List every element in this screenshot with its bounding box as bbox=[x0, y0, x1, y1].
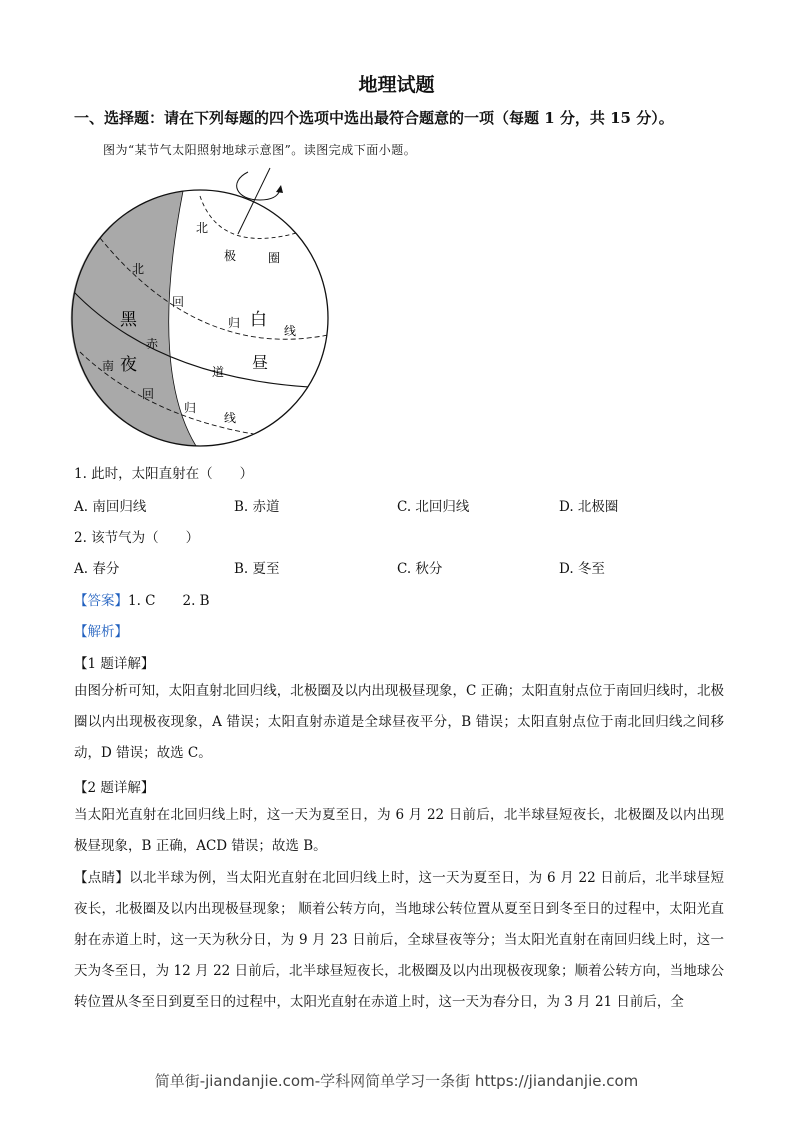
earth-illumination-diagram bbox=[60, 160, 360, 460]
answer-label: 【答案】 bbox=[74, 593, 128, 609]
label-light2: 昼 bbox=[252, 353, 269, 372]
label-south4: 线 bbox=[224, 411, 237, 425]
answer-text: 1. C 2. B bbox=[128, 593, 210, 609]
question-2: 2. 该节气为（ ） bbox=[74, 530, 200, 546]
label-north-tropic2: 回 bbox=[172, 295, 185, 309]
q2-option-b: B. 夏至 bbox=[234, 561, 280, 577]
q1-option-c: C. 北回归线 bbox=[397, 499, 470, 515]
q1-option-b: B. 赤道 bbox=[234, 499, 280, 515]
label-equator1: 赤 bbox=[146, 337, 159, 351]
detail2-label: 【2 题详解】 bbox=[74, 780, 155, 796]
footer-link[interactable]: 简单街-jiandanjie.com-学科网简单学习一条街 https://jiandanjie.com bbox=[154, 1072, 639, 1090]
tip-text: 以北半球为例，当太阳光直射在北回归线上时，这一天为夏至日，为 6 月 22 日前后，北半球昼短夜长，北极圈及以内出现极昼现象； 顺着公转方向，当地球公转位置从夏至日到冬至日的过程中，太阳光直射在赤道上时，这一天为秋分日，为 9 月 23 日前后，全球昼夜等分；当太阳光直射在南回归线上时，这一天为冬至日，为 12 月 22 日前后，北半球昼短夜长，北极圈及以内出现极夜现象；顺着公转方向，当地球公转位置从冬至日到夏至日的过程中，太阳光直射在赤道上时，这一天为春分日，为 3 月 21 日前后，全 bbox=[74, 870, 725, 1010]
label-dark2: 夜 bbox=[120, 355, 137, 375]
label-north-tropic3: 归 bbox=[228, 316, 241, 330]
question-1: 1. 此时，太阳直射在（ ） bbox=[74, 466, 254, 482]
answer-line bbox=[74, 589, 210, 609]
label-north-tropic4: 线 bbox=[284, 324, 297, 338]
arctic-circle bbox=[200, 196, 300, 238]
figure-intro: 图为“某节气太阳照射地球示意图”。读图完成下面小题。 bbox=[103, 143, 417, 157]
earth-axis bbox=[238, 168, 270, 234]
q2-option-c: C. 秋分 bbox=[397, 561, 443, 577]
label-south1: 南 bbox=[102, 359, 115, 373]
tip-label: 【点睛】 bbox=[74, 870, 130, 886]
page-title: 地理试题 bbox=[358, 74, 435, 96]
section-heading: 一、选择题：请在下列每题的四个选项中选出最符合题意的一项（每题 1 分，共 15 分）。 bbox=[74, 109, 674, 127]
label-light1: 白 bbox=[250, 310, 267, 330]
detail2-text: 当太阳光直射在北回归线上时，这一天为夏至日，为 6 月 22 日前后，北半球昼短夜长，北极圈及以内出现极昼现象，B 正确，ACD 错误；故选 B。 bbox=[74, 807, 724, 854]
label-equator2: 道 bbox=[212, 365, 225, 379]
detail1-label: 【1 题详解】 bbox=[74, 656, 155, 672]
label-south2: 回 bbox=[142, 387, 155, 401]
label-polar2: 圈 bbox=[268, 251, 281, 265]
q1-option-a: A. 南回归线 bbox=[74, 499, 147, 515]
q2-option-a: A. 春分 bbox=[74, 561, 120, 577]
label-south3: 归 bbox=[184, 401, 197, 415]
label-north-tropic1: 北 bbox=[132, 262, 145, 276]
rotation-arrowhead-icon bbox=[276, 185, 283, 193]
label-dark1: 黑 bbox=[120, 310, 137, 330]
label-polar1: 极 bbox=[224, 249, 237, 263]
analysis-label: 【解析】 bbox=[74, 624, 128, 640]
label-north-top: 北 bbox=[196, 221, 209, 235]
q2-option-d: D. 冬至 bbox=[559, 561, 605, 577]
tip-paragraph bbox=[74, 863, 724, 1018]
detail1-text: 由图分析可知，太阳直射北回归线，北极圈及以内出现极昼现象，C 正确；太阳直射点位于南回归线时，北极圈以内出现极夜现象，A 错误；太阳直射赤道是全球昼夜平分，B 错误；太阳直射点位于南北回归线之间移动，D 错误；故选 C。 bbox=[74, 683, 724, 761]
rotation-arrow bbox=[237, 172, 280, 200]
q1-option-d: D. 北极圈 bbox=[559, 499, 619, 515]
